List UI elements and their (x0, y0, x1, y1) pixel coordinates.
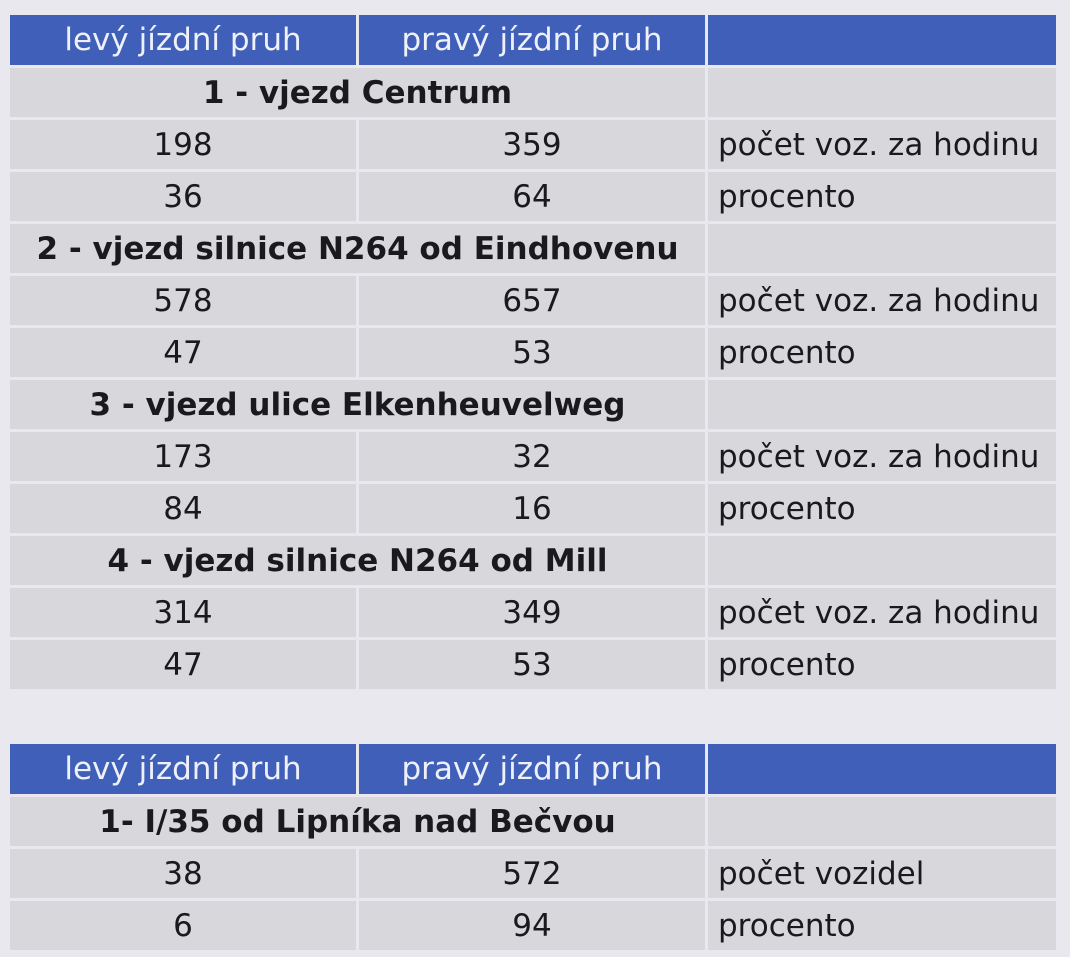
traffic-table-1 (7, 12, 1059, 692)
section-title-row (10, 224, 1056, 273)
section-title-row (10, 797, 1056, 846)
row-label: procento (708, 484, 1056, 533)
table-row (10, 640, 1056, 689)
right-lane-value: 32 (359, 432, 705, 481)
row-label: počet voz. za hodinu (708, 588, 1056, 637)
right-lane-value: 359 (359, 120, 705, 169)
header-left-lane: levý jízdní pruh (10, 15, 356, 65)
section-title: 2 - vjezd silnice N264 od Eindhovenu (10, 224, 705, 273)
left-lane-value: 6 (10, 901, 356, 950)
table-row (10, 172, 1056, 221)
empty-cell (708, 68, 1056, 117)
empty-cell (708, 536, 1056, 585)
empty-cell (708, 380, 1056, 429)
section-title-row (10, 380, 1056, 429)
section-title-row (10, 536, 1056, 585)
left-lane-value: 47 (10, 640, 356, 689)
right-lane-value: 53 (359, 640, 705, 689)
section-title: 3 - vjezd ulice Elkenheuvelweg (10, 380, 705, 429)
row-label: procento (708, 901, 1056, 950)
section-title: 4 - vjezd silnice N264 od Mill (10, 536, 705, 585)
left-lane-value: 84 (10, 484, 356, 533)
right-lane-value: 572 (359, 849, 705, 898)
empty-cell (708, 224, 1056, 273)
empty-cell (708, 797, 1056, 846)
section-title-row (10, 68, 1056, 117)
row-label: procento (708, 172, 1056, 221)
row-label: procento (708, 328, 1056, 377)
left-lane-value: 36 (10, 172, 356, 221)
table-row (10, 120, 1056, 169)
header-row (10, 15, 1056, 65)
right-lane-value: 94 (359, 901, 705, 950)
table-row (10, 276, 1056, 325)
table-row (10, 328, 1056, 377)
row-label: počet voz. za hodinu (708, 276, 1056, 325)
header-row (10, 744, 1056, 794)
section-title: 1- I/35 od Lipníka nad Bečvou (10, 797, 705, 846)
header-right-lane: pravý jízdní pruh (359, 744, 705, 794)
right-lane-value: 657 (359, 276, 705, 325)
right-lane-value: 53 (359, 328, 705, 377)
left-lane-value: 314 (10, 588, 356, 637)
right-lane-value: 349 (359, 588, 705, 637)
traffic-table-2 (7, 741, 1059, 953)
row-label: počet voz. za hodinu (708, 120, 1056, 169)
header-left-lane: levý jízdní pruh (10, 744, 356, 794)
row-label: počet vozidel (708, 849, 1056, 898)
header-empty (708, 744, 1056, 794)
table-row (10, 588, 1056, 637)
row-label: počet voz. za hodinu (708, 432, 1056, 481)
table-row (10, 484, 1056, 533)
left-lane-value: 198 (10, 120, 356, 169)
section-title: 1 - vjezd Centrum (10, 68, 705, 117)
left-lane-value: 173 (10, 432, 356, 481)
left-lane-value: 47 (10, 328, 356, 377)
table-row (10, 432, 1056, 481)
table-row (10, 849, 1056, 898)
row-label: procento (708, 640, 1056, 689)
left-lane-value: 578 (10, 276, 356, 325)
left-lane-value: 38 (10, 849, 356, 898)
header-empty (708, 15, 1056, 65)
right-lane-value: 64 (359, 172, 705, 221)
header-right-lane: pravý jízdní pruh (359, 15, 705, 65)
right-lane-value: 16 (359, 484, 705, 533)
table-row (10, 901, 1056, 950)
